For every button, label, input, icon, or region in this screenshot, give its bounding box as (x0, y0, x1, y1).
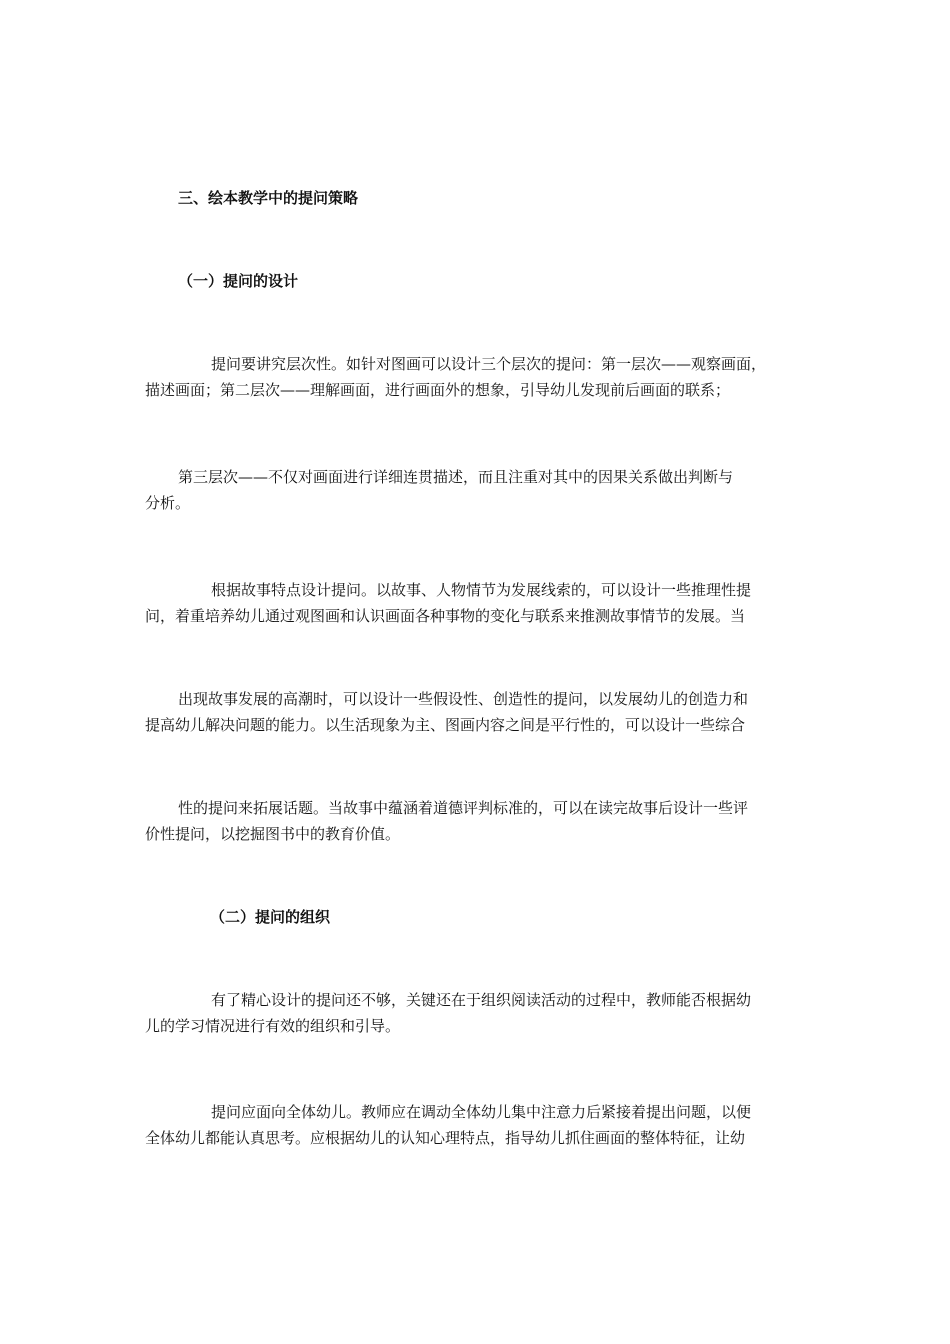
subsection-title-design: （一）提问的设计 (178, 272, 299, 290)
text-line: 提问要讲究层次性。如针对图画可以设计三个层次的提问：第一层次——观察画面， (211, 355, 767, 373)
text-line: 根据故事特点设计提问。以故事、人物情节为发展线索的，可以设计一些推理性提 (211, 581, 752, 599)
text-line: 儿的学习情况进行有效的组织和引导。 (145, 1017, 401, 1035)
text-line: 全体幼儿都能认真思考。应根据幼儿的认知心理特点，指导幼儿抓住画面的整体特征，让幼 (145, 1129, 746, 1147)
text-line: 问，着重培养幼儿通过观图画和认识画面各种事物的变化与联系来推测故事情节的发展。当 (145, 607, 746, 625)
text-line: 价性提问，以挖掘图书中的教育价值。 (145, 825, 401, 843)
text-line: 提问应面向全体幼儿。教师应在调动全体幼儿集中注意力后紧接着提出问题，以便 (211, 1103, 752, 1121)
text-line: 描述画面；第二层次——理解画面，进行画面外的想象，引导幼儿发现前后画面的联系； (145, 381, 731, 399)
text-line: 有了精心设计的提问还不够，关键还在于组织阅读活动的过程中，教师能否根据幼 (211, 991, 752, 1009)
text-line: 第三层次——不仅对画面进行详细连贯描述，而且注重对其中的因果关系做出判断与 (178, 468, 734, 486)
section-title: 三、绘本教学中的提问策略 (178, 189, 359, 207)
text-line: 性的提问来拓展话题。当故事中蕴涵着道德评判标准的，可以在读完故事后设计一些评 (178, 799, 749, 817)
text-line: 提高幼儿解决问题的能力。以生活现象为主、图画内容之间是平行性的，可以设计一些综合 (145, 716, 746, 734)
subsection-title-organization: （二）提问的组织 (210, 908, 331, 926)
text-line: 分析。 (145, 494, 191, 512)
text-line: 出现故事发展的高潮时，可以设计一些假设性、创造性的提问，以发展幼儿的创造力和 (178, 690, 749, 708)
